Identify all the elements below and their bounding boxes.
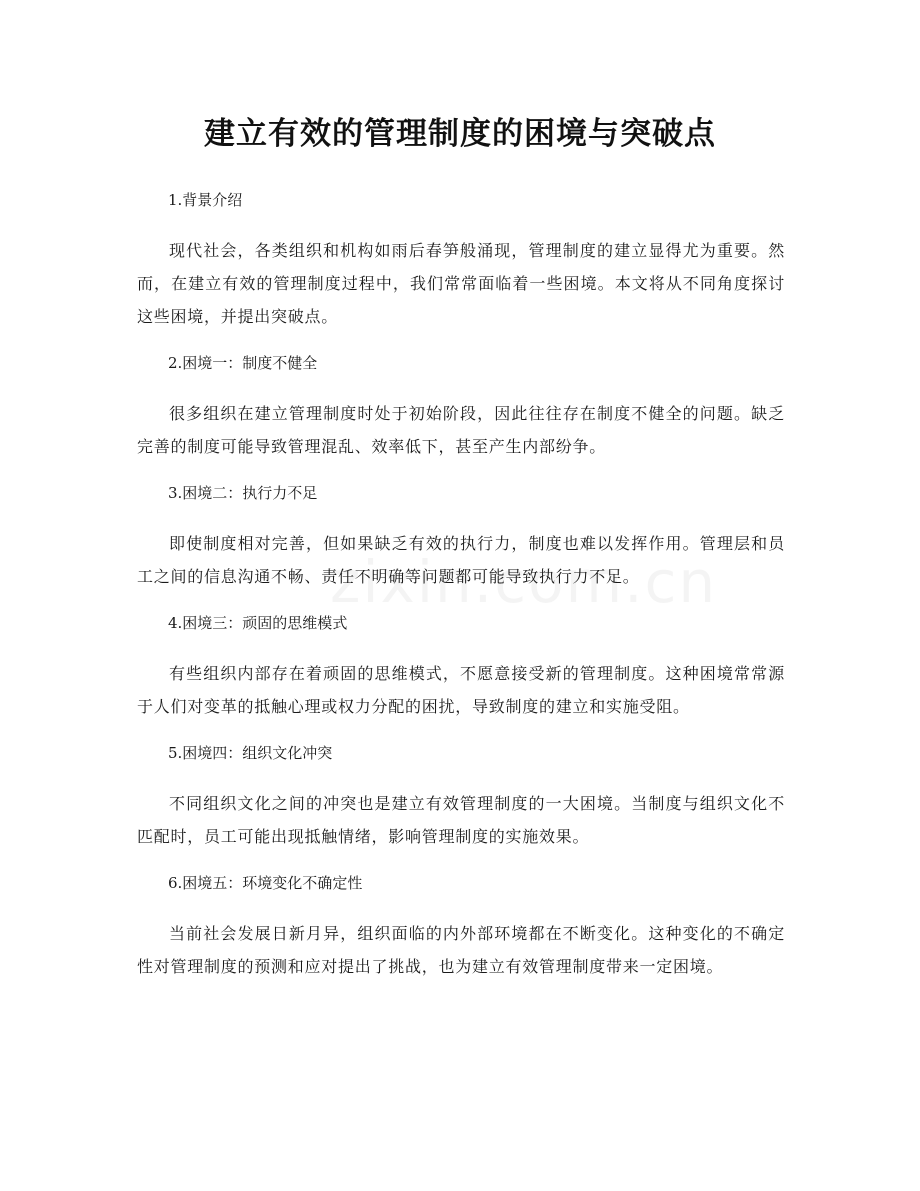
section-dilemma-2 [137, 479, 785, 609]
section-heading: 4.困境三：顽固的思维模式 [168, 614, 348, 632]
section-heading: 3.困境二：执行力不足 [168, 484, 318, 502]
document-title: 建立有效的管理制度的困境与突破点 [204, 116, 716, 152]
document-body [137, 186, 785, 983]
section-heading: 1.背景介绍 [168, 191, 243, 209]
section-background [137, 186, 785, 349]
section-paragraph: 现代社会，各类组织和机构如雨后春笋般涌现，管理制度的建立显得尤为重要。然而，在建立有效的管理制度过程中，我们常常面临着一些困境。本文将从不同角度探讨这些困境，并提出突破点。 [137, 241, 785, 326]
section-paragraph: 即使制度相对完善，但如果缺乏有效的执行力，制度也难以发挥作用。管理层和员工之间的信息沟通不畅、责任不明确等问题都可能导致执行力不足。 [137, 534, 785, 586]
section-heading: 2.困境一：制度不健全 [168, 354, 318, 372]
section-paragraph: 有些组织内部存在着顽固的思维模式，不愿意接受新的管理制度。这种困境常常源于人们对变革的抵触心理或权力分配的困扰，导致制度的建立和实施受阻。 [137, 664, 785, 716]
section-paragraph: 很多组织在建立管理制度时处于初始阶段，因此往往存在制度不健全的问题。缺乏完善的制度可能导致管理混乱、效率低下，甚至产生内部纷争。 [137, 404, 785, 456]
section-dilemma-1 [137, 349, 785, 479]
section-heading: 6.困境五：环境变化不确定性 [168, 874, 363, 892]
section-dilemma-4 [137, 739, 785, 869]
section-paragraph: 不同组织文化之间的冲突也是建立有效管理制度的一大困境。当制度与组织文化不匹配时，员工可能出现抵触情绪，影响管理制度的实施效果。 [137, 794, 785, 846]
section-paragraph: 当前社会发展日新月异，组织面临的内外部环境都在不断变化。这种变化的不确定性对管理制度的预测和应对提出了挑战，也为建立有效管理制度带来一定困境。 [137, 924, 785, 976]
section-dilemma-5 [137, 869, 785, 983]
section-heading: 5.困境四：组织文化冲突 [168, 744, 333, 762]
section-dilemma-3 [137, 609, 785, 739]
